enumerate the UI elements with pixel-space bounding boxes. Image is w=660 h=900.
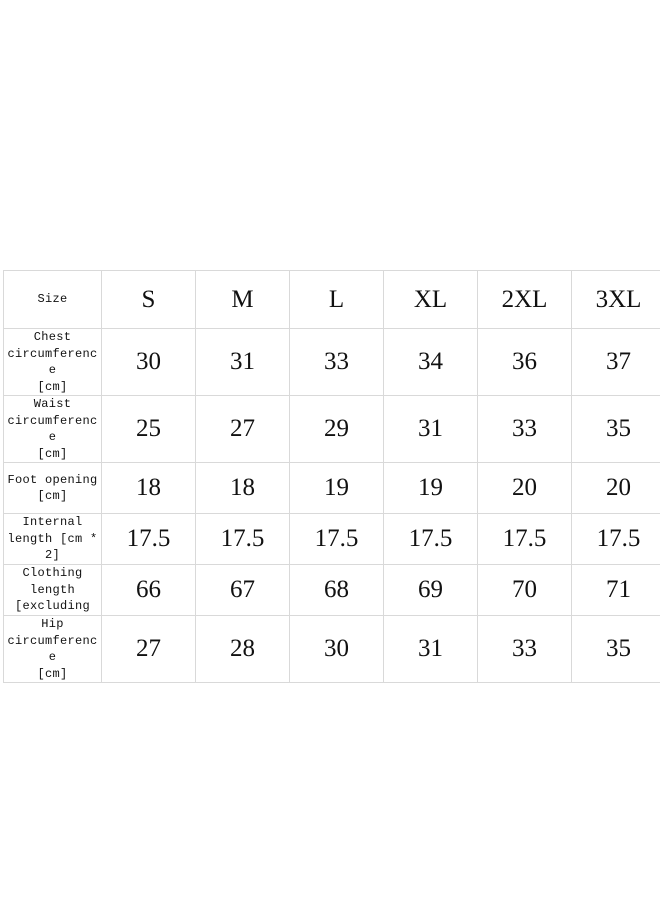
header-size-2xl: 2XL <box>478 271 572 329</box>
table-cell: 27 <box>196 396 290 463</box>
table-cell: 17.5 <box>290 514 384 565</box>
row-label: Chest circumference [cm] <box>4 329 102 396</box>
header-size-label: Size <box>4 271 102 329</box>
header-size-s: S <box>102 271 196 329</box>
table-cell: 70 <box>478 565 572 616</box>
table-cell: 31 <box>196 329 290 396</box>
table-cell: 18 <box>196 463 290 514</box>
table-row-waist-circumference <box>4 396 660 463</box>
table-cell: 17.5 <box>478 514 572 565</box>
row-label: Foot opening [cm] <box>4 463 102 514</box>
table-row-clothing-length <box>4 565 660 616</box>
table-cell: 17.5 <box>102 514 196 565</box>
header-size-l: L <box>290 271 384 329</box>
table-cell: 19 <box>290 463 384 514</box>
header-size-m: M <box>196 271 290 329</box>
table-cell: 27 <box>102 616 196 683</box>
table-cell: 33 <box>290 329 384 396</box>
table-row-hip-circumference <box>4 616 660 683</box>
table-cell: 18 <box>102 463 196 514</box>
header-size-xl: XL <box>384 271 478 329</box>
table-cell: 30 <box>290 616 384 683</box>
table-cell: 33 <box>478 396 572 463</box>
row-label: Internal length [cm * 2] <box>4 514 102 565</box>
table-cell: 20 <box>478 463 572 514</box>
table-header-row <box>4 271 660 329</box>
table-cell: 19 <box>384 463 478 514</box>
table-cell: 36 <box>478 329 572 396</box>
table-cell: 31 <box>384 396 478 463</box>
size-chart-table <box>3 270 660 683</box>
table-cell: 20 <box>572 463 660 514</box>
table-cell: 71 <box>572 565 660 616</box>
table-cell: 17.5 <box>384 514 478 565</box>
table-cell: 35 <box>572 616 660 683</box>
table-row-internal-length <box>4 514 660 565</box>
table-cell: 30 <box>102 329 196 396</box>
table-cell: 17.5 <box>196 514 290 565</box>
row-label: Clothing length [excluding <box>4 565 102 616</box>
table-cell: 66 <box>102 565 196 616</box>
table-cell: 35 <box>572 396 660 463</box>
table-cell: 28 <box>196 616 290 683</box>
table-cell: 17.5 <box>572 514 660 565</box>
table-cell: 31 <box>384 616 478 683</box>
header-size-3xl: 3XL <box>572 271 660 329</box>
table-row-foot-opening <box>4 463 660 514</box>
table-cell: 25 <box>102 396 196 463</box>
table-cell: 37 <box>572 329 660 396</box>
table-row-chest-circumference <box>4 329 660 396</box>
table-cell: 68 <box>290 565 384 616</box>
table-cell: 69 <box>384 565 478 616</box>
table-cell: 67 <box>196 565 290 616</box>
table-cell: 34 <box>384 329 478 396</box>
table-cell: 33 <box>478 616 572 683</box>
row-label: Waist circumference [cm] <box>4 396 102 463</box>
table-cell: 29 <box>290 396 384 463</box>
row-label: Hip circumference [cm] <box>4 616 102 683</box>
